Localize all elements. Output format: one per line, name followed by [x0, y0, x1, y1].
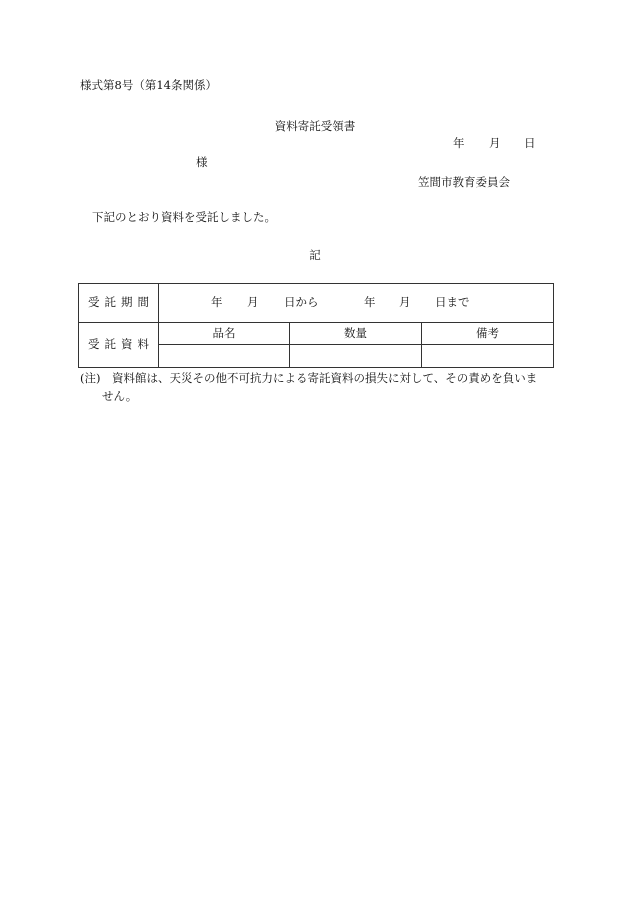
item-name-cell[interactable]	[159, 345, 290, 368]
period-to-day: 日まで	[435, 295, 470, 309]
note-line-2: せん。	[102, 389, 138, 403]
date-year: 年	[453, 136, 465, 150]
quantity-cell[interactable]	[290, 345, 422, 368]
period-row	[79, 284, 554, 323]
header-quantity: 数量	[290, 323, 422, 345]
period-value	[159, 284, 554, 323]
deposit-table	[78, 283, 554, 368]
period-to-year: 年	[364, 295, 376, 309]
date-month: 月	[489, 136, 501, 150]
header-item-name: 品名	[159, 323, 290, 345]
materials-label: 受託資料	[79, 323, 159, 368]
materials-header-row	[79, 323, 554, 345]
period-from-year: 年	[211, 295, 223, 309]
period-label: 受託期間	[79, 284, 159, 323]
period-from-month: 月	[247, 295, 259, 309]
note-line-1: (注) 資料館は、天災その他不可抗力による寄託資料の損失に対して、その責めを負いま	[80, 371, 538, 385]
period-from-day: 日から	[284, 295, 319, 309]
ki-label: 記	[309, 248, 321, 262]
issuer-name: 笠間市教育委員会	[418, 175, 510, 189]
body-text: 下記のとおり資料を受託しました。	[92, 210, 276, 224]
remarks-cell[interactable]	[422, 345, 554, 368]
period-to-month: 月	[399, 295, 411, 309]
document-title: 資料寄託受領書	[274, 119, 356, 133]
header-remarks: 備考	[422, 323, 554, 345]
date-day: 日	[524, 136, 536, 150]
recipient-suffix: 様	[196, 155, 208, 169]
form-number: 様式第8号（第14条関係）	[80, 78, 217, 92]
